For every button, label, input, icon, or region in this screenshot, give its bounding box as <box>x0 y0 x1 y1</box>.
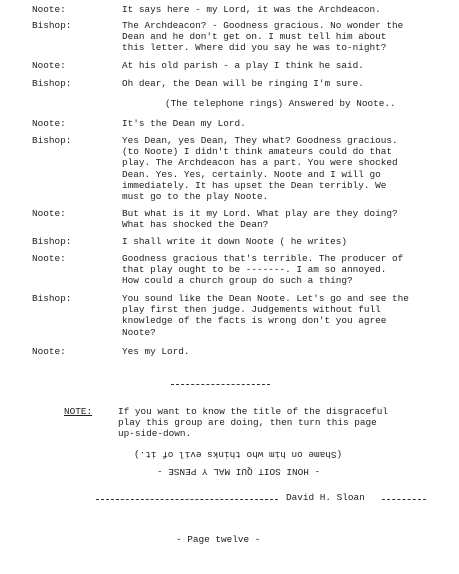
speaker-label: Noote: <box>32 60 66 71</box>
dialogue-text <box>122 20 442 54</box>
speaker-label: Bishop: <box>32 293 72 304</box>
dialogue-text <box>122 60 442 71</box>
dialogue-line: Yes my Lord. <box>122 346 190 357</box>
author-rule-left <box>96 499 278 500</box>
dialogue-line: The Archdeacon? - Goodness gracious. No wonder the <box>122 20 404 31</box>
motto-line: - HONI SOIT QUI MAL Y PENSE - <box>157 466 321 478</box>
dialogue-line: immediately. It has upset the Dean terribly. We <box>122 179 387 191</box>
dialogue-text <box>122 4 442 15</box>
dialogue-line: that play ought to be -------. I am so annoyed. <box>122 264 387 276</box>
speaker-label: Noote: <box>32 4 66 15</box>
stage-direction: (The telephone rings) Answered by Noote.. <box>165 98 396 109</box>
dialogue-text <box>122 346 442 357</box>
speaker-label: Noote: <box>32 208 66 219</box>
dialogue-text <box>122 118 442 129</box>
note-label: NOTE: <box>64 406 93 417</box>
author-rule-right <box>382 499 426 500</box>
section-divider <box>171 384 270 385</box>
speaker-label: Noote: <box>32 346 66 357</box>
dialogue-line: knowledge of the facts is wrong don't you agree <box>122 315 387 327</box>
motto-translation: (Shame on him who thinks evil of it.) <box>134 449 343 461</box>
speaker-label: Bishop: <box>32 78 72 89</box>
dialogue-line: (to Noote) I didn't think amateurs could do that <box>122 146 393 158</box>
dialogue-text <box>122 236 442 247</box>
author-name: David H. Sloan <box>286 492 365 503</box>
dialogue-text <box>122 293 442 338</box>
dialogue-line: It says here - my Lord, it was the Archdeacon. <box>122 4 381 15</box>
dialogue-line: play first then judge. Judgements without full <box>122 304 381 316</box>
speaker-label: Bishop: <box>32 135 72 146</box>
page-number: - Page twelve - <box>176 534 261 545</box>
dialogue-line: Oh dear, the Dean will be ringing I'm sure. <box>122 78 364 89</box>
dialogue-line: this letter. Where did you say he was to-night? <box>122 42 387 54</box>
dialogue-text <box>122 78 442 89</box>
dialogue-line: What has shocked the Dean? <box>122 219 269 231</box>
dialogue-line: But what is it my Lord. What play are they doing? <box>122 208 398 219</box>
dialogue-line: Dean and he don't get on. I must tell him about <box>122 31 387 43</box>
speaker-label: Noote: <box>32 253 66 264</box>
dialogue-line: I shall write it down Noote ( he writes) <box>122 236 348 247</box>
dialogue-line: It's the Dean my Lord. <box>122 118 246 129</box>
dialogue-line: Noote? <box>122 326 156 338</box>
dialogue-line: How could a church group do such a thing? <box>122 275 353 287</box>
note-line: play this group are doing, then turn this page <box>118 417 377 429</box>
speaker-label: Bishop: <box>32 20 72 31</box>
speaker-label: Noote: <box>32 118 66 129</box>
speaker-label: Bishop: <box>32 236 72 247</box>
dialogue-line: You sound like the Dean Noote. Let's go and see the <box>122 293 409 304</box>
dialogue-text <box>122 208 442 230</box>
dialogue-text <box>122 135 442 202</box>
note-line: If you want to know the title of the disgraceful <box>118 406 389 417</box>
dialogue-line: must go to the play Noote. <box>122 191 269 203</box>
dialogue-text <box>122 253 442 287</box>
dialogue-line: play. The Archdeacon has a part. You were shocked <box>122 157 398 169</box>
note-line: up-side-down. <box>118 428 192 440</box>
dialogue-line: Goodness gracious that's terrible. The producer of <box>122 253 404 264</box>
note-text <box>118 406 438 440</box>
dialogue-line: Dean. Yes. Yes, certainly. Noote and I will go <box>122 168 381 180</box>
dialogue-line: Yes Dean, yes Dean, They what? Goodness gracious. <box>122 135 398 146</box>
dialogue-line: At his old parish - a play I think he said. <box>122 60 364 71</box>
